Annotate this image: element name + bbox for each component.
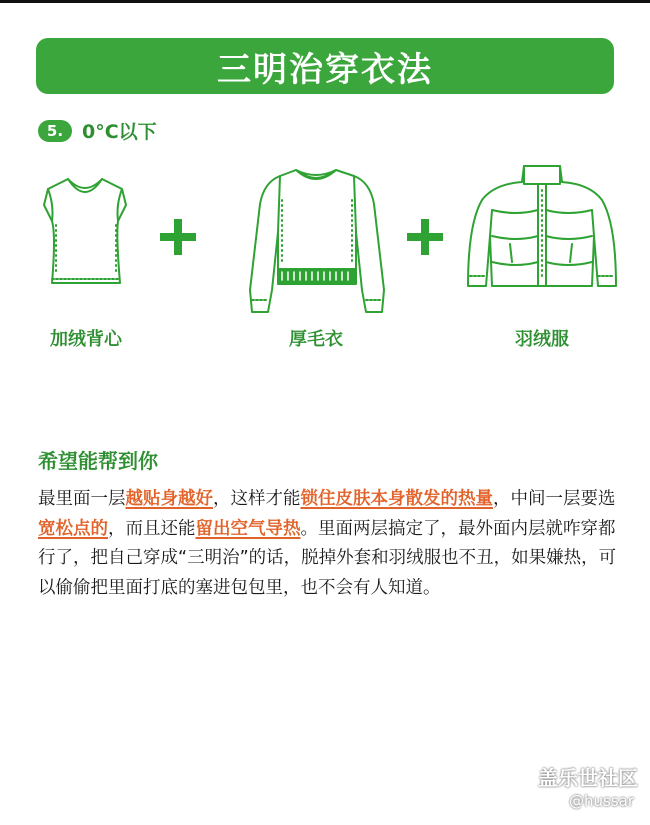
section-header xyxy=(38,117,157,144)
section-number-badge: 5. xyxy=(38,120,72,142)
down-jacket-icon xyxy=(466,160,618,292)
highlight-text: 越贴身越好 xyxy=(125,489,213,509)
hope-heading: 希望能帮到你 xyxy=(38,449,158,473)
text-segment: 最里面一层 xyxy=(38,489,126,509)
item-label-down-jacket: 羽绒服 xyxy=(515,329,569,350)
item-label-vest: 加绒背心 xyxy=(50,329,122,350)
watermark-user: @hussar xyxy=(568,792,634,810)
text-segment: ，这样才能 xyxy=(213,489,301,509)
text-segment: ，中间一层要选 xyxy=(493,489,616,509)
section-label: 0°C以下 xyxy=(82,121,157,143)
item-label-sweater: 厚毛衣 xyxy=(289,329,343,350)
top-border-line xyxy=(0,0,650,3)
vest-icon xyxy=(38,175,133,295)
plus-icon xyxy=(158,217,198,261)
body-paragraph xyxy=(38,485,618,603)
highlight-text: 锁住皮肤本身散发的热量 xyxy=(300,489,493,509)
highlight-text: 留出空气导热 xyxy=(195,518,301,539)
text-segment: ，而且还能 xyxy=(108,518,196,539)
title-banner xyxy=(36,38,614,94)
page-title: 三明治穿衣法 xyxy=(217,49,433,90)
plus-icon xyxy=(405,217,445,261)
text-segment: 。里面两层搞定了，最外面内层就咋穿都行了，把自己穿成“三明治”的话，脱掉外套和羽绒服也不丑，如果嫌热，可以偷偷把里面打底的塞进包包里，也不会有人知道。 xyxy=(38,518,617,598)
sweater-icon xyxy=(244,160,389,320)
watermark-site: 盖乐世社区 xyxy=(538,766,638,790)
highlight-text: 宽松点的 xyxy=(38,518,108,539)
